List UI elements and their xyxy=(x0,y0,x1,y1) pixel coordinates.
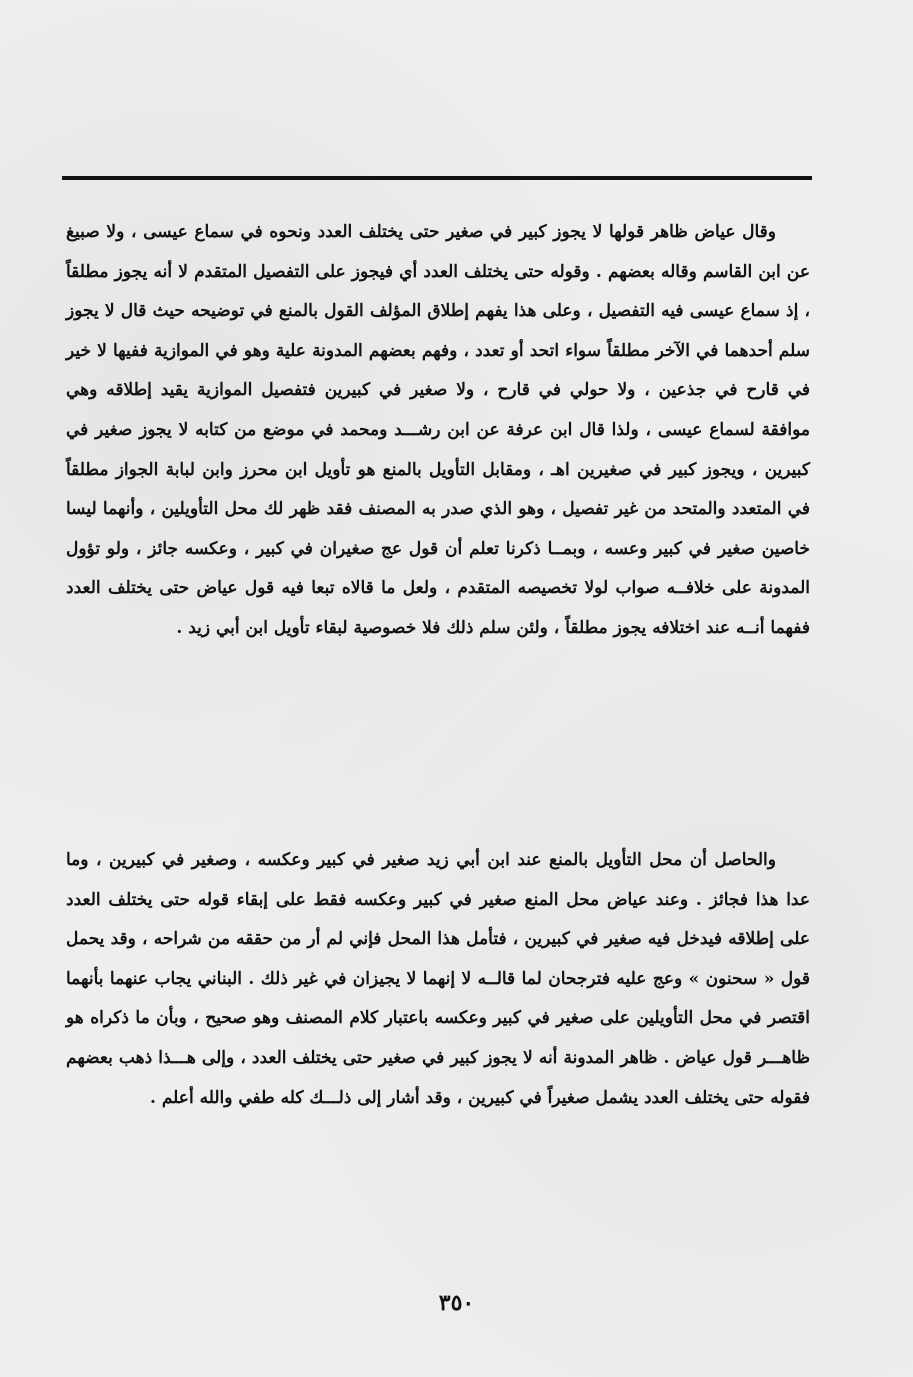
paragraph-1 xyxy=(66,213,810,649)
header-rule xyxy=(62,176,812,180)
paragraph-2 xyxy=(66,841,810,1118)
paragraph-2-text: والحاصل أن محل التأويل بالمنع عند ابن أبي زيد صغير في كبير وعكسه ، وصغير في كبيرين ، وما عدا هذا فجائز . وعند عياض محل المنع صغير في كبير وعكسه فقط على إبقاء قوله حتى يختلف العدد على إطلاقه فيدخل فيه صغير في كبيرين ، فتأمل هذا المحل فإني لم أر من حققه من شراحه ، وقد يحمل قول « سحنون » وعج عليه فترجحان لما قالــه لا إنهما لا يجيزان في غير ذلك . البناني يجاب عنهما بأنهما اقتصر في محل التأويلين على صغير في كبير وعكسه باعتبار كلام المصنف وهو صحيح ، وبأن ما ذكراه هو ظاهـــر قول عياض . ظاهر المدونة أنه لا يجوز كبير في صغير حتى يختلف العدد ، وإلى هـــذا ذهب بعضهم فقوله حتى يختلف العدد يشمل صغيراً في كبيرين ، وقد أشار إلى ذلـــك كله طفي والله أعلم . xyxy=(66,850,810,1108)
page-number: ٣٥٠ xyxy=(438,1290,475,1316)
paragraph-1-text: وقال عياض ظاهر قولها لا يجوز كبير في صغير حتى يختلف العدد ونحوه في سماع عيسى ، ولا صبيغ عن ابن القاسم وقاله بعضهم . وقوله حتى يختلف العدد أي فيجوز على التفصيل المتقدم لا أنه يجوز مطلقاً ، إذ سماع عيسى فيه التفصيل ، وعلى هذا يفهم إطلاق المؤلف القول بالمنع في توضيحه حيث قال لا يجوز سلم أحدهما في الآخر مطلقاً سواء اتحد أو تعدد ، وفهم بعضهم المدونة علية وهو في الموازية ففيها لا خير في قارح في جذعين ، ولا حولي في قارح ، ولا صغير في كبيرين فتفصيل الموازية يقيد إطلاقه وهي موافقة لسماع عيسى ، ولذا قال ابن عرفة عن ابن رشـــد ومحمد في موضع من كتابه لا يجوز صغير في كبيرين ، ويجوز كبير في صغيرين اهـ ، ومقابل التأويل بالمنع هو تأويل ابن محرز وابن لبابة الجواز مطلقاً في المتعدد والمتحد من غير تفصيل ، وهو الذي صدر به المصنف فقد ظهر لك محل التأويلين ، وأنهما ليسا خاصين صغير في كبير وعسه ، وبمــا ذكرنا تعلم أن قول عج صغيران في كبير ، وعكسه جائز ، ولو تؤول المدونة على خلافــه صواب لولا تخصيصه المتقدم ، ولعل ما قالاه تبعا فيه قول عياض حتى يختلف العدد ففهما أنــه عند اختلافه يجوز مطلقاً ، ولئن سلم ذلك فلا خصوصية لبقاء تأويل ابن أبي زيد . xyxy=(66,222,810,638)
